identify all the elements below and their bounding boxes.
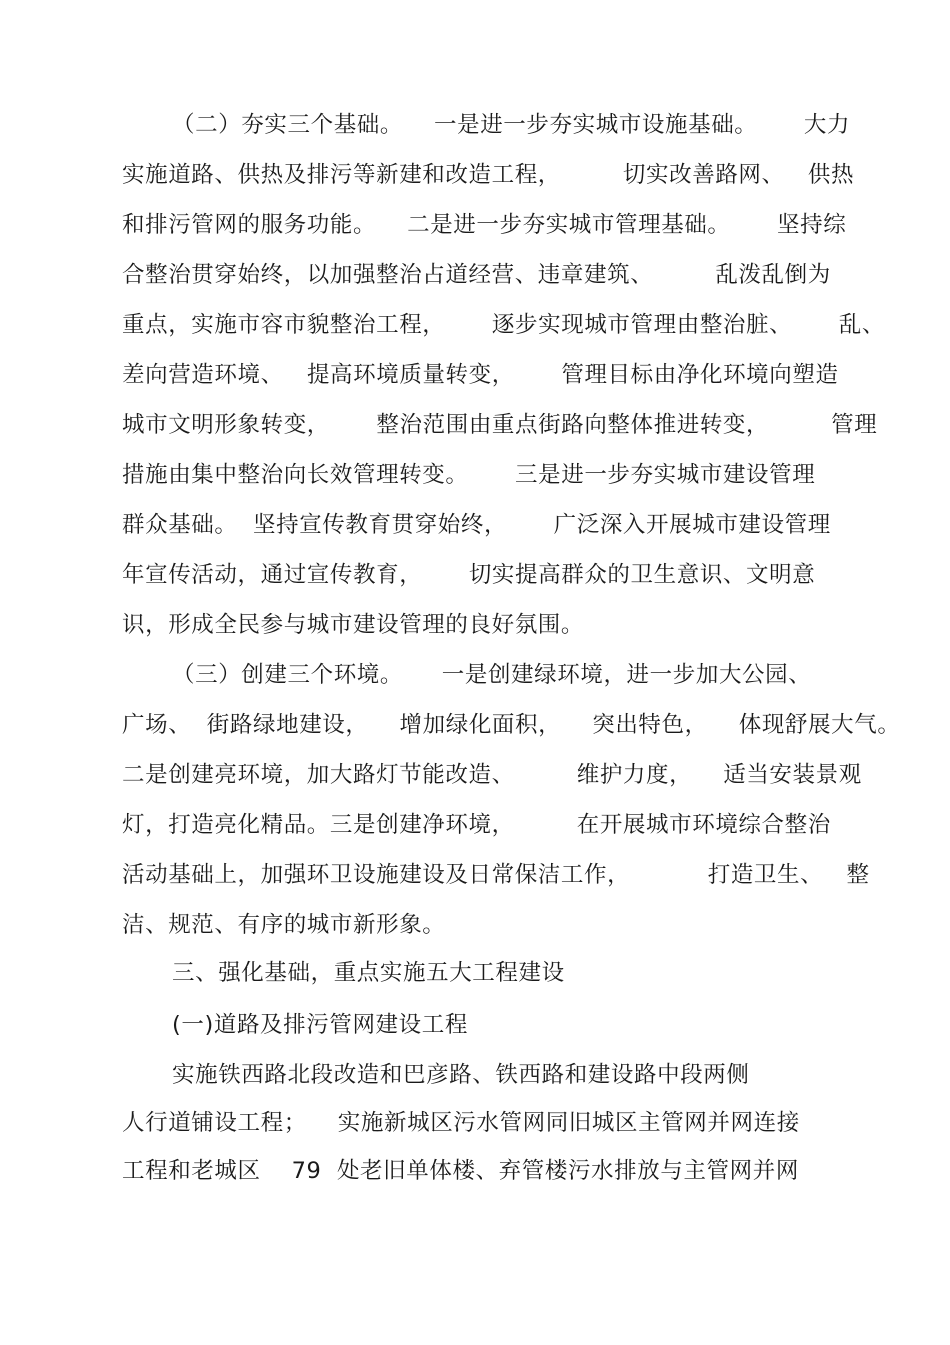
paragraph-line: （三）创建三个环境。 一是创建绿环境，进一步加大公园、 — [172, 662, 812, 688]
paragraph-line: 人行道铺设工程； 实施新城区污水管网同旧城区主管网并网连接 — [122, 1110, 800, 1136]
subsection-heading: (一)道路及排污管网建设工程 — [172, 1012, 468, 1038]
paragraph-line: 活动基础上，加强环卫设施建设及日常保洁工作， 打造卫生、 整 — [122, 862, 870, 888]
paragraph-line: 实施道路、供热及排污等新建和改造工程， 切实改善路网、 供热 — [122, 162, 855, 188]
paragraph-line: 措施由集中整治向长效管理转变。 三是进一步夯实城市建设管理 — [122, 462, 816, 488]
paragraph-line: 灯，打造亮化精品。三是创建净环境， 在开展城市环境综合整治 — [122, 812, 831, 838]
paragraph-line: 群众基础。 坚持宣传教育贯穿始终， 广泛深入开展城市建设管理 — [122, 512, 831, 538]
paragraph-line: 洁、规范、有序的城市新形象。 — [122, 912, 446, 938]
paragraph-line: 二是创建亮环境，加大路灯节能改造、 维护力度， 适当安装景观 — [122, 762, 862, 788]
paragraph-line: 重点，实施市容市貌整治工程， 逐步实现城市管理由整治脏、 乱、 — [122, 312, 885, 338]
section-heading: 三、强化基础，重点实施五大工程建设 — [172, 960, 565, 986]
paragraph-line: 工程和老城区 79 处老旧单体楼、弃管楼污水排放与主管网并网 — [122, 1158, 799, 1184]
paragraph-line: 广场、 街路绿地建设， 增加绿化面积， 突出特色， 体现舒展大气。 — [122, 712, 901, 738]
paragraph-line: 和排污管网的服务功能。 二是进一步夯实城市管理基础。 坚持综 — [122, 212, 847, 238]
paragraph-line: 实施铁西路北段改造和巴彦路、铁西路和建设路中段两侧 — [172, 1062, 750, 1088]
paragraph-line: 年宣传活动，通过宣传教育， 切实提高群众的卫生意识、文明意 — [122, 562, 816, 588]
paragraph-line: 差向营造环境、 提高环境质量转变， 管理目标由净化环境向塑造 — [122, 362, 839, 388]
paragraph-line: 识，形成全民参与城市建设管理的良好氛围。 — [122, 612, 585, 638]
paragraph-line: （二）夯实三个基础。 一是进一步夯实城市设施基础。 大力 — [172, 112, 851, 138]
paragraph-line: 城市文明形象转变， 整治范围由重点街路向整体推进转变， 管理 — [122, 412, 878, 438]
paragraph-line: 合整治贯穿始终，以加强整治占道经营、违章建筑、 乱泼乱倒为 — [122, 262, 831, 288]
